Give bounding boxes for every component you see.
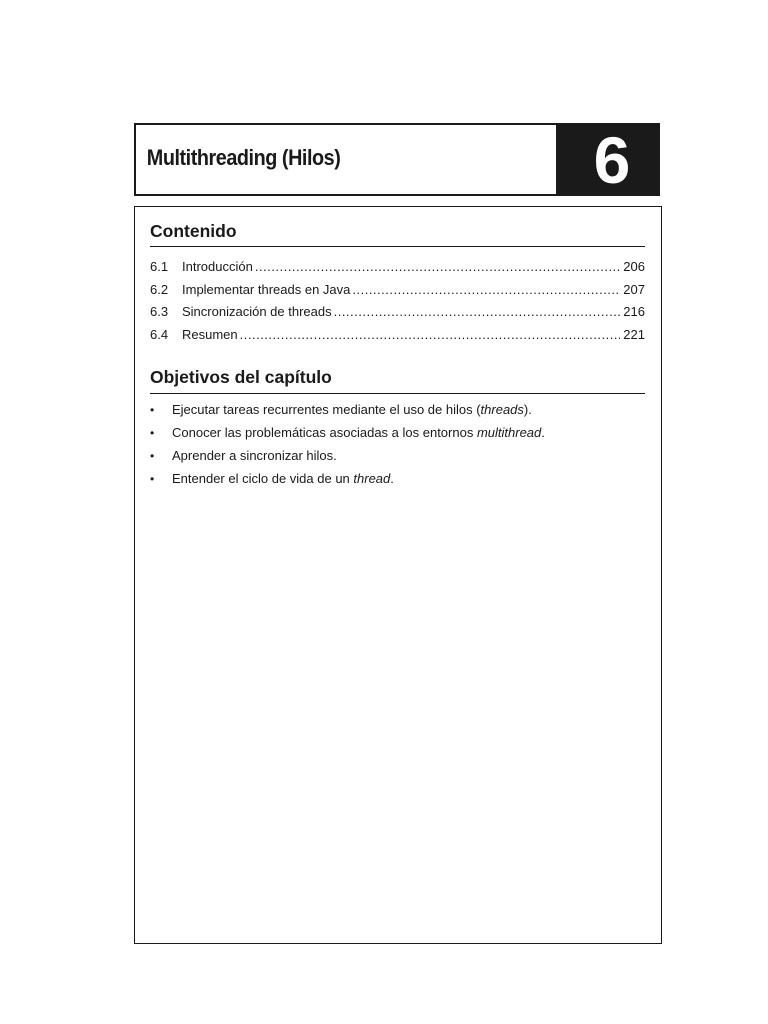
bullet-icon: • [150, 472, 155, 486]
bullet-icon: • [150, 403, 155, 417]
chapter-title: Multithreading (Hilos) [146, 144, 341, 170]
toc-entry[interactable] [150, 282, 645, 305]
toc-leader-dots [334, 304, 621, 319]
toc-entry-label: Sincronización de threads [182, 304, 332, 319]
objective-item [150, 471, 645, 494]
toc-entry-page: 221 [623, 326, 645, 342]
toc-entry[interactable] [150, 327, 645, 350]
objectives-list [150, 402, 645, 494]
toc-entry-page: 206 [623, 259, 645, 274]
chapter-header [134, 123, 660, 196]
toc-entry-number: 6.1 [150, 259, 169, 274]
objective-text: Ejecutar tareas recurrentes mediante el uso de hilos (threads). [172, 402, 532, 417]
table-of-contents [150, 259, 645, 349]
contents-rule [150, 246, 645, 247]
objectives-heading: Objetivos del capítulo [150, 367, 332, 387]
toc-leader-dots [240, 327, 621, 342]
objective-item [150, 402, 645, 425]
bullet-icon: • [150, 426, 155, 440]
toc-entry-number: 6.4 [150, 326, 169, 342]
toc-entry[interactable] [150, 304, 645, 327]
chapter-number: 6 [556, 125, 658, 194]
toc-leader-dots [352, 282, 620, 297]
toc-entry-label: Implementar threads en Java [182, 281, 351, 297]
toc-entry-number: 6.3 [150, 304, 169, 319]
toc-entry-page: 207 [623, 281, 645, 297]
objective-text: Conocer las problemáticas asociadas a los entornos multithread. [172, 425, 545, 440]
contents-heading: Contenido [150, 221, 237, 241]
objective-item [150, 448, 645, 471]
toc-entry[interactable] [150, 259, 645, 282]
chapter-summary-box [134, 206, 662, 944]
toc-entry-label: Introducción [182, 259, 253, 274]
objective-item [150, 425, 645, 448]
objective-text: Entender el ciclo de vida de un thread. [172, 471, 394, 486]
toc-entry-page: 216 [623, 304, 645, 319]
bullet-icon: • [150, 449, 155, 463]
objectives-rule [150, 393, 645, 394]
objective-text: Aprender a sincronizar hilos. [172, 448, 337, 463]
toc-entry-number: 6.2 [150, 281, 169, 297]
toc-entry-label: Resumen [182, 326, 238, 342]
toc-leader-dots [255, 259, 620, 274]
